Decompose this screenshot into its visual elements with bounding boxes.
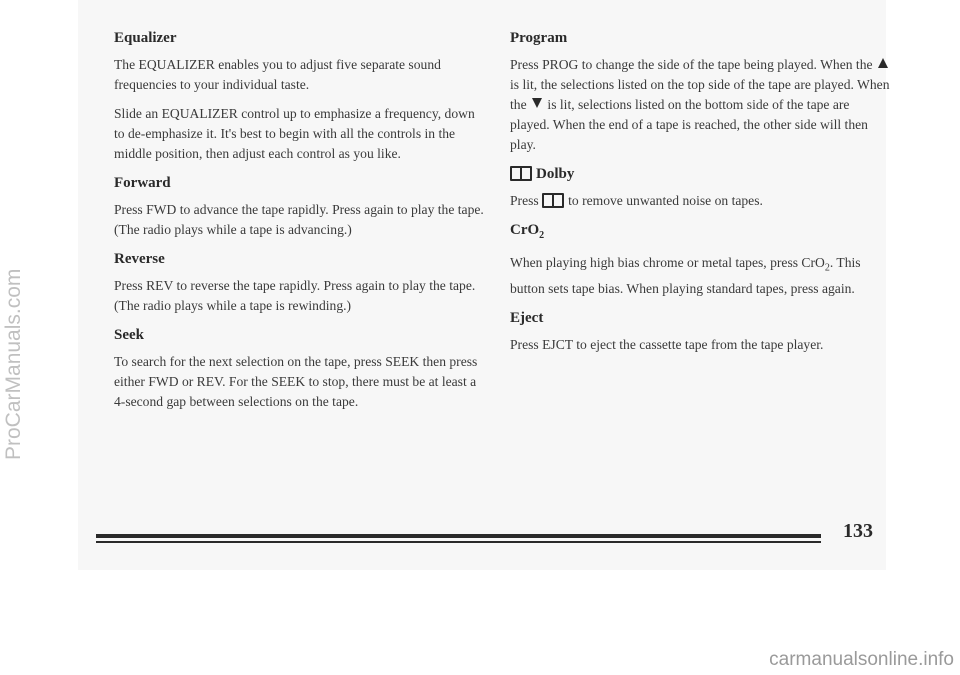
forward-paragraph: Press FWD to advance the tape rapidly. Press again to play the tape. (The radio plays while a tape is advancing.) bbox=[114, 202, 484, 237]
footer-rule-thick bbox=[96, 534, 821, 538]
program-text-a: Press PROG to change the side of the tape being played. When the bbox=[510, 57, 873, 72]
reverse-paragraph: Press REV to reverse the tape rapidly. Press again to play the tape. (The radio plays while a tape is rewinding.) bbox=[114, 278, 476, 313]
cro2-text-sub: 2 bbox=[824, 262, 830, 274]
heading-reverse: Reverse bbox=[114, 251, 165, 267]
cro2-text-b: . This button sets tape bias. When playing standard tapes, press again. bbox=[510, 255, 861, 296]
heading-program: Program bbox=[510, 30, 568, 46]
cro2-paragraph bbox=[510, 253, 890, 299]
section-forward bbox=[114, 173, 484, 240]
section-dolby bbox=[510, 164, 890, 211]
section-cro2 bbox=[510, 220, 890, 299]
side-watermark: ProCarManuals.com bbox=[2, 268, 25, 460]
equalizer-paragraph-1: The EQUALIZER enables you to adjust five separate sound frequencies to your individual taste. bbox=[114, 57, 441, 92]
page-number: 133 bbox=[843, 520, 873, 542]
footer-rule-thin bbox=[96, 541, 821, 543]
section-program bbox=[510, 28, 890, 155]
section-seek bbox=[114, 325, 484, 412]
cro2-text-a: When playing high bias chrome or metal tapes, press CrO bbox=[510, 255, 825, 270]
left-column bbox=[114, 28, 484, 421]
heading-equalizer: Equalizer bbox=[114, 30, 177, 46]
dolby-icon bbox=[510, 166, 532, 180]
heading-dolby-text: Dolby bbox=[536, 166, 575, 182]
heading-cro2 bbox=[510, 220, 890, 246]
section-reverse bbox=[114, 249, 484, 316]
heading-cro2-main: CrO bbox=[510, 222, 540, 238]
section-eject bbox=[510, 308, 890, 355]
equalizer-paragraph-2: Slide an EQUALIZER control up to emphasize a frequency, down to de-emphasize it. It's best to begin with all the controls in the middle position, then adjust each control as you like. bbox=[114, 106, 475, 161]
dolby-text-b: to remove unwanted noise on tapes. bbox=[568, 193, 763, 208]
heading-cro2-sub: 2 bbox=[539, 230, 545, 241]
dolby-inline-icon bbox=[542, 193, 564, 207]
section-equalizer bbox=[114, 28, 484, 164]
heading-seek: Seek bbox=[114, 327, 144, 343]
program-paragraph bbox=[510, 55, 890, 155]
triangle-down-icon bbox=[532, 98, 542, 108]
seek-paragraph: To search for the next selection on the tape, press SEEK then press either FWD or REV. For the SEEK to stop, there must be at least a 4-second gap between selections on the tape. bbox=[114, 354, 478, 409]
dolby-paragraph bbox=[510, 191, 890, 211]
triangle-up-icon bbox=[878, 58, 888, 68]
footer-watermark: carmanualsonline.info bbox=[769, 649, 954, 670]
program-text-c: is lit, selections listed on the bottom side of the tape are played. When the end of a tape is reached, the other side will then play. bbox=[510, 97, 868, 152]
heading-eject: Eject bbox=[510, 309, 544, 326]
eject-paragraph: Press EJCT to eject the cassette tape from the tape player. bbox=[510, 336, 824, 352]
heading-dolby bbox=[510, 164, 890, 184]
dolby-text-a: Press bbox=[510, 193, 539, 208]
program-text-b: is lit, the selections listed on the top side of the tape are played. When the bbox=[510, 77, 890, 112]
heading-forward: Forward bbox=[114, 175, 171, 191]
right-column bbox=[510, 28, 890, 364]
